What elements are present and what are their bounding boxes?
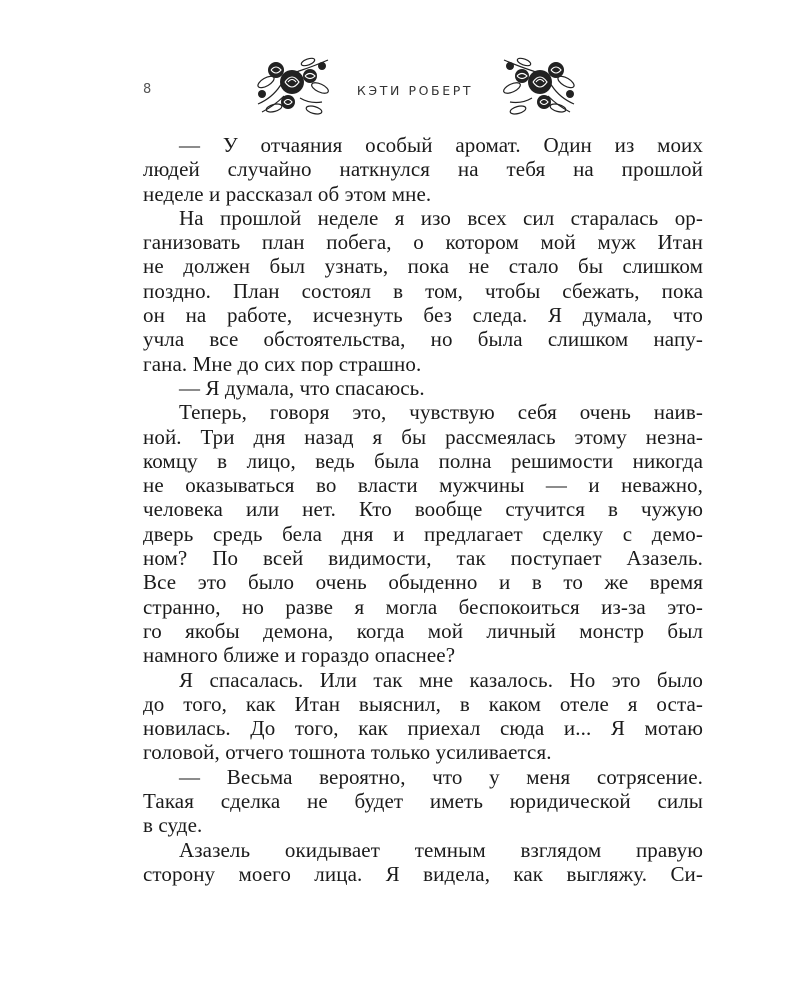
text-line: комцу в лицо, ведь была полна решимости никогда [143,448,703,473]
text-line: Все это было очень обыденно и в то же время [143,570,703,595]
text-line: — У отчаяния особый аромат. Один из моих [179,133,703,157]
body-text [143,133,703,886]
text-line: не оказываться во власти мужчины — и неважно, [143,473,703,498]
text-line: людей случайно наткнулся на тебя на прошлой [143,157,703,182]
text-line: Я спасалась. Или так мне казалось. Но это было [179,667,703,692]
text-line: Азазель окидывает темным взглядом правую [179,837,703,862]
text-line: не должен был узнать, пока не стало бы слишком [143,254,703,279]
text-line: ном? По всей видимости, так поступает Азазель. [143,546,703,571]
text-line: ной. Три дня назад я бы рассмеялась этому незна- [143,424,703,449]
text-line: — Я думала, что спасаюсь. [179,375,425,400]
text-line: в суде. [143,813,203,838]
text-line: учла все обстоятельства, но была слишком напу- [143,327,703,352]
text-line: намного ближе и гораздо опаснее? [143,643,456,668]
running-head-author: КЭТИ РОБЕРТ [356,83,474,98]
text-line: Такая сделка не будет иметь юридической силы [143,789,703,814]
text-line: он на работе, исчезнуть без следа. Я думала, что [143,303,703,328]
text-line: головой, отчего тошнота только усиливается. [143,740,552,765]
text-line: — Весьма вероятно, что у меня сотрясение. [179,764,703,789]
text-line: странно, но разве я могла беспокоиться из-за это- [143,594,703,619]
text-line: Теперь, говоря это, чувствую себя очень наив- [179,400,703,425]
rose-ornament-icon [252,52,334,118]
text-line: На прошлой неделе я изо всех сил старалась ор- [179,205,703,230]
text-line: человека или нет. Кто вообще стучится в чужую [143,497,703,522]
text-line: до того, как Итан выяснил, в каком отеле я оста- [143,691,703,716]
text-line: новилась. До того, как приехал сюда и... Я мотаю [143,716,703,741]
text-line: сторону моего лица. Я видела, как выгляжу. Си- [143,861,703,886]
text-line: неделе и рассказал об этом мне. [143,181,432,206]
text-line: го якобы демона, когда мой личный монстр был [143,618,703,643]
text-line: дверь средь бела дня и предлагает сделку с демо- [143,521,703,546]
rose-ornament-icon [498,52,580,118]
text-line: ганизовать план побега, о котором мой муж Итан [143,230,703,255]
text-line: гана. Мне до сих пор страшно. [143,351,422,376]
running-header [0,52,800,118]
page-number: 8 [143,82,152,97]
text-line: поздно. План состоял в том, чтобы сбежать, пока [143,278,703,303]
